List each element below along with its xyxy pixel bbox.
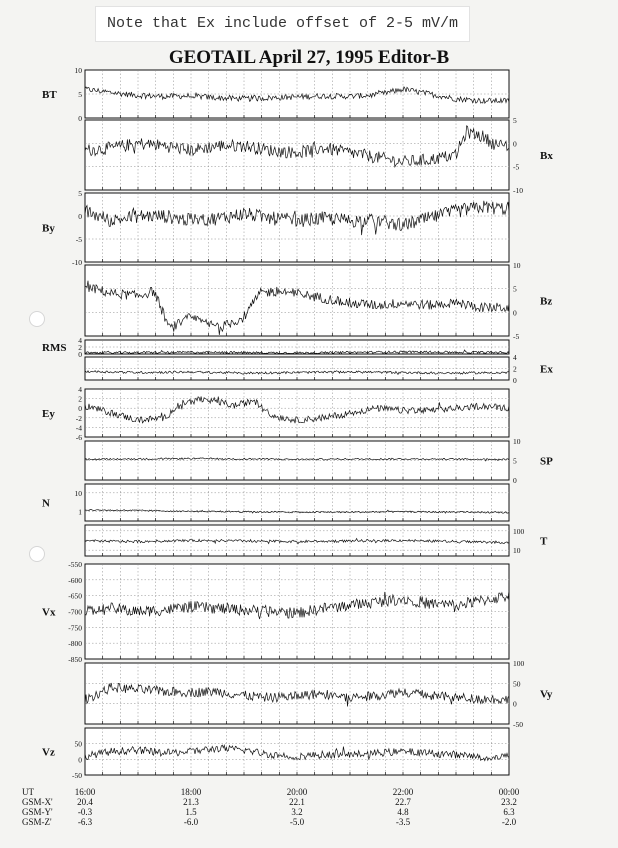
tick-label-ex: 0: [513, 376, 517, 385]
x-axis-value: 22.1: [289, 797, 305, 807]
tick-label-vx: -750: [68, 623, 82, 633]
x-axis-value: 6.3: [503, 807, 515, 817]
x-axis-value: 16:00: [74, 787, 96, 797]
x-axis-value: 21.3: [183, 797, 199, 807]
offset-note: Note that Ex include offset of 2-5 mV/m: [95, 6, 470, 42]
tick-label-ey: -4: [75, 423, 82, 433]
tick-label-by: 5: [78, 189, 82, 198]
x-axis-value: -0.3: [77, 807, 93, 817]
tick-label-n: 10: [74, 488, 82, 498]
tick-label-vx: -800: [68, 639, 82, 649]
tick-label-rms: 2: [78, 343, 82, 352]
x-axis-value: -3.5: [395, 817, 411, 827]
tick-label-ey: -6: [75, 433, 82, 442]
panel-label-vy: Vy: [540, 688, 553, 701]
panel-frame-by: [85, 193, 509, 262]
tick-label-rms: 0: [78, 350, 82, 359]
x-axis-value: 22:00: [392, 787, 414, 797]
x-axis-row-label: GSM-Y': [22, 807, 53, 817]
tick-label-vz: 0: [78, 755, 82, 765]
tick-label-n: 1: [78, 507, 82, 517]
panel-label-rms: RMS: [42, 342, 67, 354]
tick-label-ey: -2: [75, 413, 82, 423]
x-axis-value: 23.2: [501, 797, 517, 807]
tick-label-bx: -5: [513, 162, 520, 172]
binder-hole-top: [29, 311, 45, 327]
x-axis-value: -6.3: [77, 817, 93, 827]
tick-label-t: 10: [513, 546, 521, 556]
x-axis-value: 20.4: [77, 797, 93, 807]
x-axis-value: 18:00: [180, 787, 202, 797]
tick-label-by: 0: [78, 212, 82, 221]
x-axis-value: 20:00: [286, 787, 308, 797]
tick-label-rms: 4: [78, 336, 82, 345]
tick-label-ex: 2: [513, 364, 517, 374]
tick-label-bz: 5: [513, 284, 517, 294]
binder-hole-bottom: [29, 546, 45, 562]
x-axis-value: 22.7: [395, 797, 411, 807]
tick-label-vy: 50: [513, 679, 521, 689]
tick-label-t: 100: [513, 526, 525, 536]
tick-label-vx: -850: [68, 655, 82, 664]
x-axis-row-label: GSM-Z': [22, 817, 52, 827]
tick-label-bt: 10: [74, 66, 82, 75]
tick-label-bx: 5: [513, 116, 517, 125]
tick-label-vy: -50: [513, 720, 523, 729]
panel-label-bx: Bx: [540, 150, 553, 162]
tick-label-sp: 5: [513, 456, 517, 466]
tick-label-vy: 100: [513, 659, 525, 668]
tick-label-bz: 0: [513, 308, 517, 318]
tick-label-vz: -50: [72, 771, 82, 780]
tick-label-by: -10: [72, 258, 82, 267]
panel-label-bt: BT: [42, 89, 57, 101]
x-axis-value: 3.2: [291, 807, 303, 817]
panel-label-t: T: [540, 535, 548, 548]
x-axis-value: 00:00: [498, 787, 520, 797]
panel-label-by: By: [42, 222, 55, 235]
tick-label-vy: 0: [513, 699, 517, 709]
tick-label-vx: -600: [68, 575, 82, 585]
panel-label-ex: Ex: [540, 363, 553, 376]
tick-label-bz: -5: [513, 332, 520, 341]
tick-label-vz: 50: [74, 739, 82, 749]
tick-label-sp: 0: [513, 476, 517, 485]
x-axis-value: 4.8: [397, 807, 409, 817]
x-axis-row-label: UT: [22, 787, 34, 797]
chart-title: GEOTAIL April 27, 1995 Editor-B: [168, 47, 450, 68]
tick-label-by: -5: [75, 235, 82, 244]
x-axis-value: -6.0: [183, 817, 199, 827]
tick-label-vx: -550: [68, 560, 82, 569]
panel-label-ey: Ey: [42, 408, 55, 420]
tick-label-ey: 2: [78, 394, 82, 404]
tick-label-bx: -10: [513, 186, 523, 195]
panel-label-vx: Vx: [42, 606, 56, 619]
tick-label-bz: 10: [513, 261, 521, 270]
x-axis-value: 1.5: [185, 807, 197, 817]
tick-label-bx: 0: [513, 139, 517, 149]
tick-label-vx: -650: [68, 591, 82, 601]
tick-label-ey: 0: [78, 404, 82, 414]
tick-label-bt: 5: [78, 90, 82, 99]
tick-label-ey: 4: [78, 385, 82, 394]
panel-label-sp: SP: [540, 455, 553, 468]
x-axis-value: -5.0: [289, 817, 305, 827]
tick-label-ex: 4: [513, 353, 517, 362]
panel-label-bz: Bz: [540, 295, 553, 308]
panel-label-n: N: [42, 497, 50, 510]
x-axis-value: -2.0: [501, 817, 517, 827]
panel-label-vz: Vz: [42, 746, 55, 759]
tick-label-vx: -700: [68, 607, 82, 617]
x-axis-row-label: GSM-X': [22, 797, 53, 807]
tick-label-bt: 0: [78, 114, 82, 123]
tick-label-sp: 10: [513, 437, 521, 446]
